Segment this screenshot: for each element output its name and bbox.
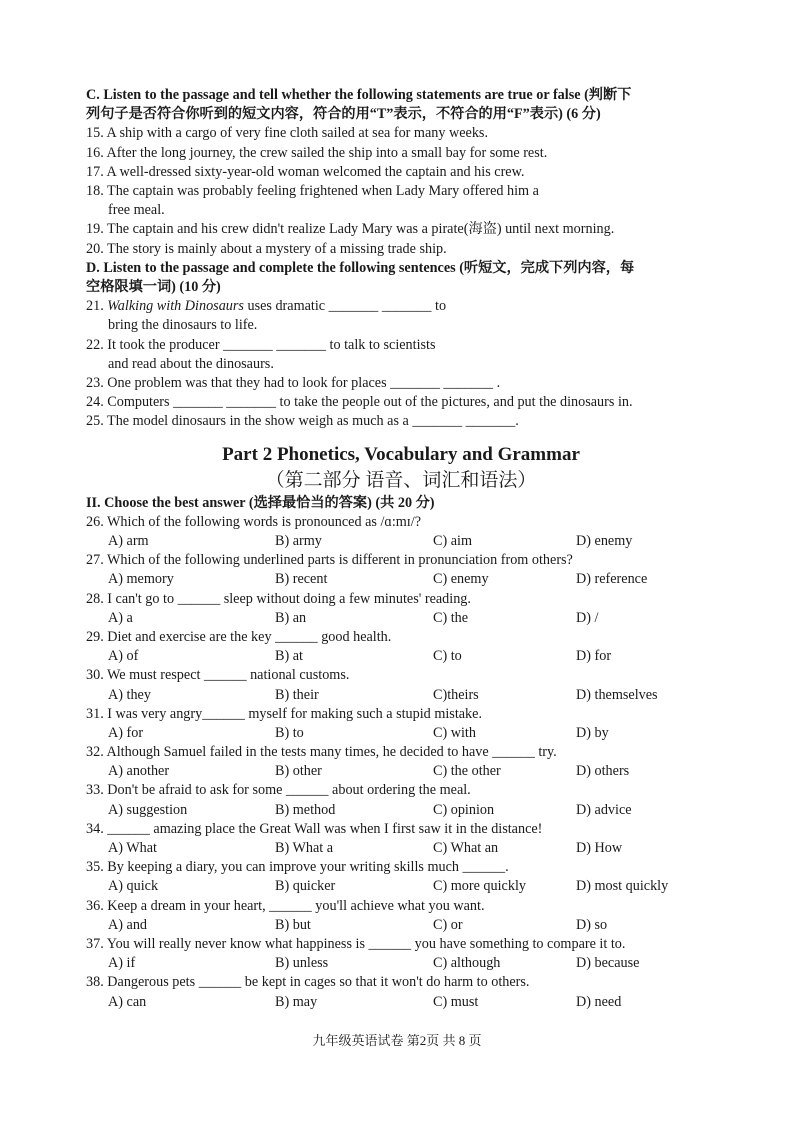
option-b: B) army: [275, 533, 322, 550]
options-29: [86, 647, 716, 666]
question-31: 31. I was very angry______ myself for making such a stupid mistake.: [86, 705, 482, 722]
part2-subtitle: （第二部分 语音、词汇和语法）: [265, 469, 537, 491]
exam-page: [86, 86, 716, 1012]
sentence-24: 24. Computers _______ _______ to take the people out of the pictures, and put the dinosaurs in.: [86, 394, 633, 411]
option-a: A) another: [108, 763, 170, 780]
options-38: [86, 993, 716, 1012]
statement-17: 17. A well-dressed sixty-year-old woman welcomed the captain and his crew.: [86, 163, 525, 180]
options-31: [86, 724, 716, 743]
question-35: 35. By keeping a diary, you can improve your writing skills much ______.: [86, 859, 509, 876]
question-38: 38. Dangerous pets ______ be kept in cages so that it won't do harm to others.: [86, 974, 530, 991]
section-d-heading-cont: 空格限填一词) (10 分): [86, 279, 221, 296]
sentence-22: 22. It took the producer _______ _______ to talk to scientists: [86, 336, 436, 353]
option-d: D) /: [576, 609, 599, 626]
options-35: [86, 877, 716, 896]
statement-20: 20. The story is mainly about a mystery of a missing trade ship.: [86, 240, 447, 257]
sentence-23: 23. One problem was that they had to look for places _______ _______ .: [86, 375, 501, 392]
statement-16: 16. After the long journey, the crew sailed the ship into a small bay for some rest.: [86, 144, 548, 161]
option-b: B) may: [275, 993, 318, 1010]
question-36: 36. Keep a dream in your heart, ______ you'll achieve what you want.: [86, 897, 485, 914]
options-28: [86, 609, 716, 628]
option-c: C) although: [433, 955, 501, 972]
section-d-heading: D. Listen to the passage and complete the following sentences (听短文，完成下列内容，每: [86, 259, 635, 276]
option-d: D) because: [576, 955, 640, 972]
statement-15: 15. A ship with a cargo of very fine cloth sailed at sea for many weeks.: [86, 125, 489, 142]
option-d: D) How: [576, 840, 623, 857]
option-b: B) unless: [275, 955, 329, 972]
question-26: 26. Which of the following words is pronounced as /ɑ:mɪ/?: [86, 513, 421, 530]
option-b: B) recent: [275, 571, 328, 588]
options-30: [86, 686, 716, 705]
option-c: C) to: [433, 648, 462, 665]
question-28: 28. I can't go to ______ sleep without doing a few minutes' reading.: [86, 590, 471, 607]
option-d: D) so: [576, 916, 608, 933]
question-27: 27. Which of the following underlined parts is different in pronunciation from others?: [86, 552, 573, 569]
option-a: A) What: [108, 840, 157, 857]
option-c: C) more quickly: [433, 878, 526, 895]
options-37: [86, 954, 716, 973]
option-c: C) with: [433, 724, 476, 741]
option-a: A) they: [108, 686, 151, 703]
question-34: 34. ______ amazing place the Great Wall was when I first saw it in the distance!: [86, 820, 543, 837]
option-d: D) advice: [576, 801, 632, 818]
option-d: D) most quickly: [576, 878, 669, 895]
option-c: C) or: [433, 916, 463, 933]
section-ii-heading: II. Choose the best answer (选择最恰当的答案) (共 20 分): [86, 494, 435, 511]
question-33: 33. Don't be afraid to ask for some ______ about ordering the meal.: [86, 782, 471, 799]
statement-18-cont: free meal.: [108, 202, 165, 219]
sentence-21: [86, 297, 716, 316]
option-b: B) their: [275, 686, 319, 703]
option-b: B) method: [275, 801, 336, 818]
option-a: A) a: [108, 609, 133, 626]
option-a: A) suggestion: [108, 801, 188, 818]
option-d: D) need: [576, 993, 622, 1010]
options-27: [86, 570, 716, 589]
option-a: A) if: [108, 955, 136, 972]
option-b: B) What a: [275, 840, 334, 857]
option-c: C) aim: [433, 533, 473, 550]
option-c: C) the: [433, 609, 469, 626]
option-a: A) memory: [108, 571, 174, 588]
option-a: A) can: [108, 993, 147, 1010]
option-b: B) at: [275, 648, 303, 665]
options-32: [86, 762, 716, 781]
option-a: A) of: [108, 648, 139, 665]
option-a: A) quick: [108, 878, 159, 895]
statement-19: 19. The captain and his crew didn't realize Lady Mary was a pirate(海盗) until next morning.: [86, 221, 615, 238]
option-c: C)theirs: [433, 686, 479, 703]
page-footer: 九年级英语试卷 第2页 共 8 页: [312, 1033, 482, 1048]
section-c-heading-cont: 列句子是否符合你听到的短文内容，符合的用“T”表示，不符合的用“F”表示) (6 分): [86, 106, 601, 123]
statement-18: 18. The captain was probably feeling frightened when Lady Mary offered him a: [86, 183, 539, 200]
sentence-25: 25. The model dinosaurs in the show weigh as much as a _______ _______.: [86, 413, 519, 430]
option-a: A) and: [108, 916, 148, 933]
option-d: D) others: [576, 763, 630, 780]
option-b: B) an: [275, 609, 307, 626]
sentence-21-text: uses dramatic _______ _______ to: [243, 298, 447, 315]
option-b: B) quicker: [275, 878, 336, 895]
options-34: [86, 839, 716, 858]
section-c-heading: C. Listen to the passage and tell whether the following statements are true or false (判断下: [86, 87, 632, 103]
sentence-21-number: 21.: [86, 298, 104, 315]
option-c: C) must: [433, 993, 479, 1010]
option-c: C) What an: [433, 840, 499, 857]
option-b: B) but: [275, 916, 311, 933]
sentence-21-cont: bring the dinosaurs to life.: [108, 317, 258, 334]
option-d: D) for: [576, 648, 612, 665]
option-d: D) themselves: [576, 686, 658, 703]
option-c: C) enemy: [433, 571, 489, 588]
question-30: 30. We must respect ______ national customs.: [86, 667, 350, 684]
option-c: C) the other: [433, 763, 501, 780]
question-37: 37. You will really never know what happiness is ______ you have something to compare it to.: [86, 935, 626, 952]
option-c: C) opinion: [433, 801, 495, 818]
option-d: D) by: [576, 724, 609, 741]
options-36: [86, 916, 716, 935]
sentence-22-cont: and read about the dinosaurs.: [108, 355, 274, 372]
part2-title: Part 2 Phonetics, Vocabulary and Grammar: [222, 443, 580, 465]
option-d: D) enemy: [576, 533, 633, 550]
options-26: [86, 532, 716, 551]
option-b: B) to: [275, 724, 304, 741]
question-32: 32. Although Samuel failed in the tests many times, he decided to have ______ try.: [86, 744, 557, 761]
option-d: D) reference: [576, 571, 648, 588]
option-b: B) other: [275, 763, 322, 780]
option-a: A) arm: [108, 533, 149, 550]
show-title: Walking with Dinosaurs: [107, 298, 244, 315]
question-29: 29. Diet and exercise are the key ______ good health.: [86, 628, 392, 645]
option-a: A) for: [108, 724, 144, 741]
options-33: [86, 801, 716, 820]
